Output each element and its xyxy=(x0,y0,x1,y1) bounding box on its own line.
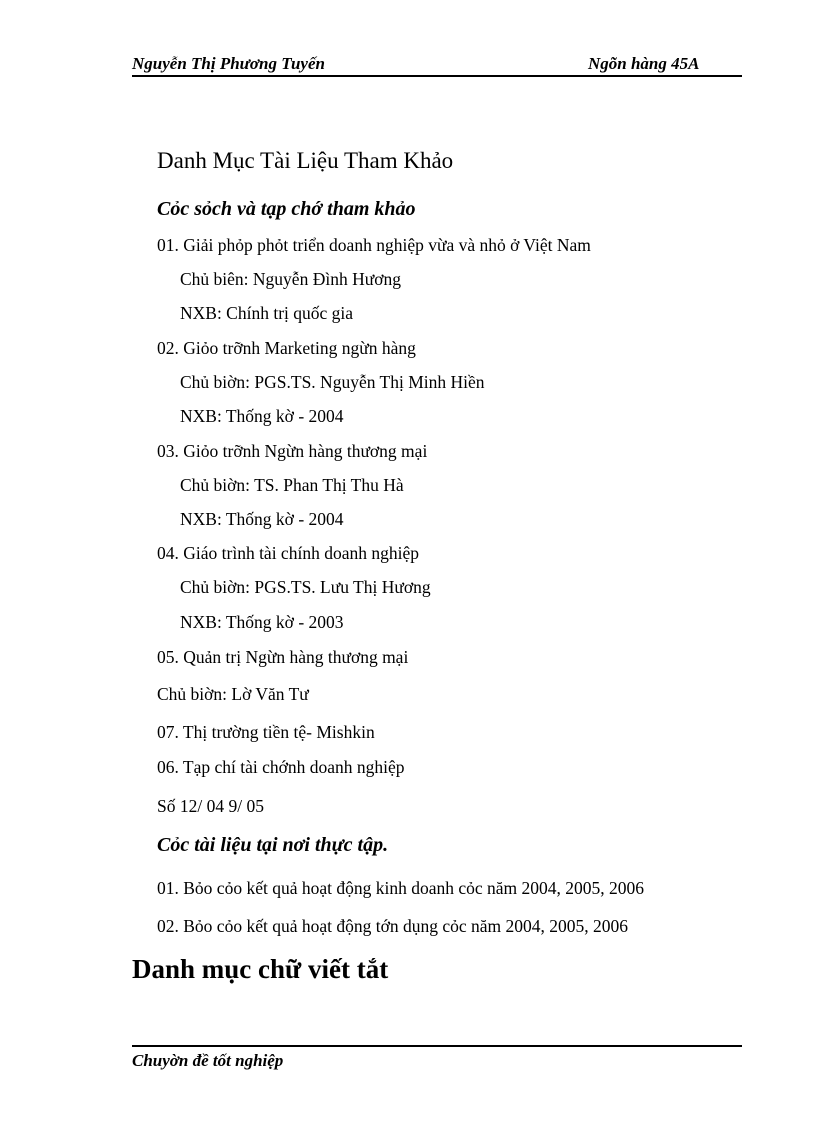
reference-editor: Chủ biên: Nguyễn Đình Hương xyxy=(180,269,401,289)
internship-entry: 02. Bỏo cỏo kết quả hoạt động tớn dụng cỏc năm 2004, 2005, 2006 xyxy=(157,916,628,936)
reference-publisher: NXB: Thống kờ - 2004 xyxy=(180,406,344,426)
reference-entry: 05. Quản trị Ngừn hàng thương mại xyxy=(157,647,409,667)
abbreviations-title: Danh mục chữ viết tắt xyxy=(132,954,389,984)
reference-editor: Chủ biờn: PGS.TS. Nguyễn Thị Minh Hiền xyxy=(180,372,485,392)
reference-publisher: NXB: Thống kờ - 2003 xyxy=(180,612,344,632)
header-class: Ngõn hàng 45A xyxy=(588,54,700,73)
reference-entry: 01. Giải phỏp phỏt triển doanh nghiệp vừa và nhỏ ở Việt Nam xyxy=(157,235,591,255)
header-rule xyxy=(132,75,742,77)
section-heading-books: Cỏc sỏch và tạp chớ tham khảo xyxy=(157,198,416,220)
footer-rule xyxy=(132,1045,742,1047)
internship-entry: 01. Bỏo cỏo kết quả hoạt động kinh doanh cỏc năm 2004, 2005, 2006 xyxy=(157,878,645,898)
reference-entry: 02. Giỏo trỡnh Marketing ngừn hàng xyxy=(157,338,416,358)
reference-editor: Chủ biờn: PGS.TS. Lưu Thị Hương xyxy=(180,577,431,597)
footer-text: Chuyờn đề tốt nghiệp xyxy=(132,1051,284,1070)
section-heading-internship: Cỏc tài liệu tại nơi thực tập. xyxy=(157,834,389,856)
header-author: Nguyễn Thị Phương Tuyến xyxy=(132,54,325,73)
reference-entry: 04. Giáo trình tài chính doanh nghiệp xyxy=(157,543,419,563)
reference-publisher: NXB: Thống kờ - 2004 xyxy=(180,509,344,529)
page-title: Danh Mục Tài Liệu Tham Khảo xyxy=(157,148,454,173)
reference-issue: Số 12/ 04 9/ 05 xyxy=(157,796,264,816)
reference-editor: Chủ biờn: TS. Phan Thị Thu Hà xyxy=(180,475,404,495)
reference-publisher: NXB: Chính trị quốc gia xyxy=(180,303,354,323)
reference-entry: 07. Thị trường tiền tệ- Mishkin xyxy=(157,722,375,742)
reference-entry: 03. Giỏo trỡnh Ngừn hàng thương mại xyxy=(157,441,428,461)
reference-editor: Chủ biờn: Lờ Văn Tư xyxy=(157,684,309,704)
reference-entry: 06. Tạp chí tài chớnh doanh nghiệp xyxy=(157,757,405,777)
